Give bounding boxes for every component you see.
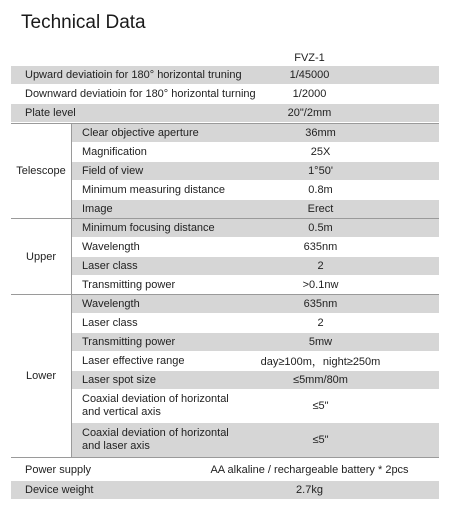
group-label: Lower [26,370,56,382]
spec-label-line: Coaxial deviation of horizontal [82,393,229,405]
spec-row [72,238,439,256]
group-label: Upper [26,250,56,263]
spec-value: 635nm [303,298,338,310]
spec-value: 1/45000 [289,69,330,81]
spec-row [72,352,439,370]
spec-label: Minimum measuring distance [82,183,226,196]
spec-row-power-supply [11,461,439,479]
spec-value: 2 [317,260,324,272]
spec-label: Wavelength [82,297,140,310]
spec-value: ≤5mm/80m [293,374,348,386]
spec-label: Transmitting power [82,335,176,348]
spec-label: Laser spot size [82,373,156,386]
spec-label: Downward deviatioin for 180° horizontal turning [25,88,256,100]
spec-row [72,124,439,142]
spec-label: Power supply [25,464,92,476]
spec-value: 5mw [308,336,333,348]
spec-label-line: Coaxial deviation of horizontal [82,427,229,439]
spec-label: Upward deviatioin for 180° horizontal truning [25,69,242,81]
spec-row-device-weight [11,481,439,499]
spec-row-plate-level [11,104,439,122]
spec-label: Minimum focusing distance [82,221,215,234]
spec-row [72,181,439,199]
spec-row [72,423,439,457]
spec-value: 36mm [305,127,336,139]
spec-row [72,219,439,237]
spec-label: Laser effective range [82,354,185,367]
spec-label: Laser class [82,316,138,329]
spec-row [72,276,439,294]
spec-value: Erect [307,203,334,215]
spec-value: >0.1nw [302,279,339,291]
spec-label: Clear objective aperture [82,126,199,139]
spec-row-upward-deviation [11,66,439,84]
spec-value: 1°50' [308,165,333,177]
spec-value: 0.5m [308,222,333,234]
spec-label: Image [82,202,113,215]
spec-label: Transmitting power [82,278,176,291]
spec-value: 0.8m [308,184,333,196]
spec-value: day≥100m，night≥250m [260,356,381,368]
spec-label: Magnification [82,145,147,158]
group-telescope [11,123,439,218]
page-title: Technical Data [21,12,146,33]
spec-value: AA alkaline / rechargeable battery * 2pcs [210,464,409,476]
spec-value: 25X [310,146,331,158]
spec-row [72,257,439,275]
group-lower [11,294,439,457]
divider [11,457,439,458]
spec-row [72,200,439,218]
spec-label: Field of view [82,164,144,177]
spec-label: Plate level [25,107,76,119]
spec-label: Laser class [82,259,138,272]
spec-value: 2 [317,317,324,329]
spec-value: 20"/2mm [287,107,332,119]
spec-label-line: and laser axis [82,440,150,452]
spec-row-downward-deviation [11,85,439,103]
spec-row [72,314,439,332]
spec-value: 2.7kg [296,484,323,496]
spec-label-line: and vertical axis [82,406,161,418]
spec-value: 1/2000 [292,88,327,100]
spec-row [72,143,439,161]
spec-row [72,162,439,180]
spec-label: Wavelength [82,240,140,253]
spec-row [72,390,439,422]
group-upper [11,218,439,294]
model-header: FVZ-1 [294,52,325,64]
spec-row [72,333,439,351]
spec-row [72,295,439,313]
spec-row [72,371,439,389]
spec-value: ≤5" [312,400,329,412]
spec-value: ≤5" [312,434,329,446]
spec-label: Device weight [25,484,94,496]
group-label: Telescope [16,165,66,177]
spec-value: 635nm [303,241,338,253]
